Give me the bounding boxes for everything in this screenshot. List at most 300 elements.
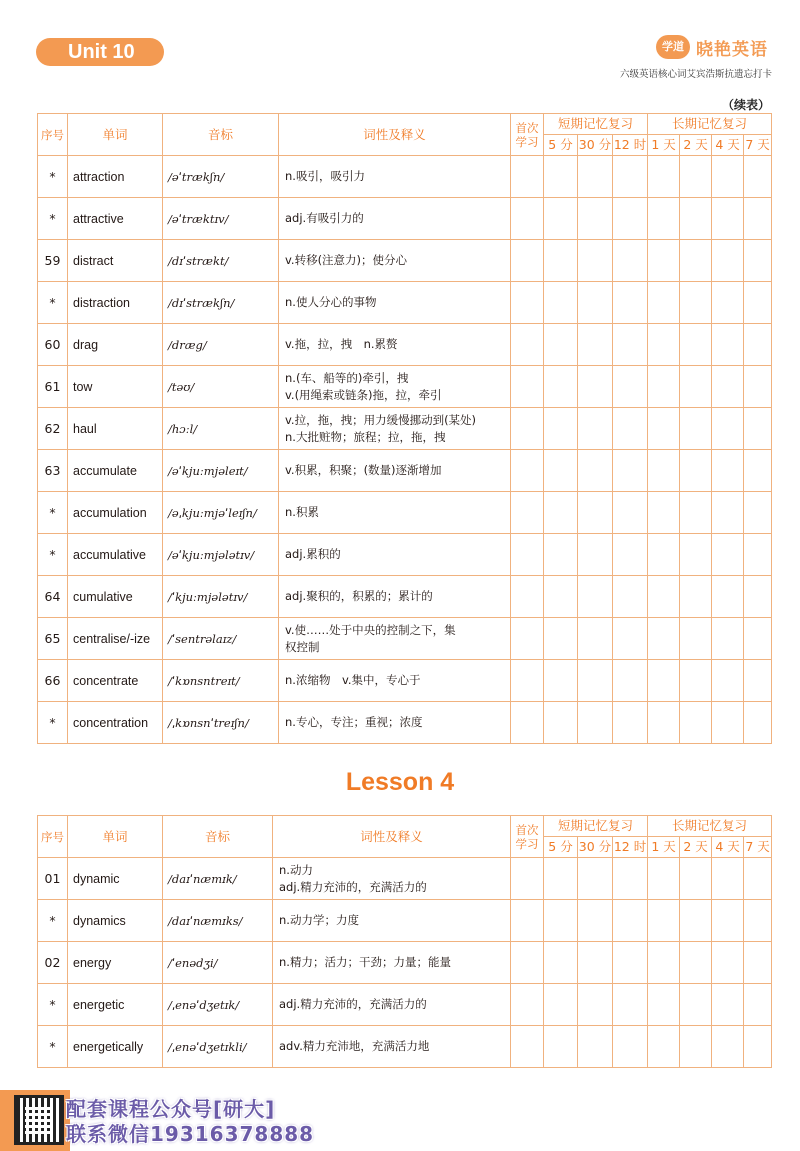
- check-2day[interactable]: [680, 942, 712, 984]
- definition-line: adj.精力充沛的，充满活力的: [279, 997, 427, 1011]
- definition: [273, 942, 511, 984]
- check-12h[interactable]: [613, 534, 648, 576]
- check-30min[interactable]: [578, 660, 613, 702]
- table-row: [38, 534, 772, 576]
- pronunciation: /ˈenədʒi/: [163, 942, 273, 984]
- definition: [279, 240, 511, 282]
- check-30min[interactable]: [578, 282, 613, 324]
- qr-code-icon: [14, 1095, 64, 1145]
- check-5min[interactable]: [544, 198, 578, 240]
- word: attractive: [68, 198, 163, 240]
- check-30min[interactable]: [578, 408, 613, 450]
- check-30min[interactable]: [578, 450, 613, 492]
- definition: [279, 198, 511, 240]
- check-30min[interactable]: [578, 240, 613, 282]
- check-12h[interactable]: [613, 576, 648, 618]
- check-1day[interactable]: [648, 282, 680, 324]
- header-first: 首次学习: [511, 114, 544, 156]
- check-7day[interactable]: [744, 660, 772, 702]
- check-30min[interactable]: [578, 900, 613, 942]
- check-30min[interactable]: [578, 576, 613, 618]
- definition-line: v.拖，拉，拽 n.累赘: [285, 337, 398, 351]
- definition-line: 权控制: [285, 639, 320, 654]
- check-4day[interactable]: [712, 366, 744, 408]
- check-7day[interactable]: [744, 702, 772, 744]
- check-first[interactable]: [511, 534, 544, 576]
- check-7day[interactable]: [744, 858, 772, 900]
- pronunciation: /ˌkɒnsnˈtreɪʃn/: [163, 702, 279, 744]
- check-first[interactable]: [511, 984, 544, 1026]
- definition: [279, 534, 511, 576]
- check-12h[interactable]: [613, 858, 648, 900]
- check-7day[interactable]: [744, 198, 772, 240]
- check-1day[interactable]: [648, 660, 680, 702]
- check-5min[interactable]: [544, 576, 578, 618]
- check-30min[interactable]: [578, 942, 613, 984]
- check-2day[interactable]: [680, 408, 712, 450]
- check-2day[interactable]: [680, 282, 712, 324]
- check-30min[interactable]: [578, 198, 613, 240]
- definition: [279, 492, 511, 534]
- check-1day[interactable]: [648, 618, 680, 660]
- row-number: 02: [38, 942, 68, 984]
- header-pron: 音标: [163, 816, 273, 858]
- check-1day[interactable]: [648, 366, 680, 408]
- header-def: 词性及释义: [273, 816, 511, 858]
- definition: [273, 900, 511, 942]
- check-7day[interactable]: [744, 1026, 772, 1068]
- check-4day[interactable]: [712, 282, 744, 324]
- definition-line: adj.有吸引力的: [285, 211, 364, 225]
- definition-line: n.积累: [285, 505, 319, 519]
- check-2day[interactable]: [680, 858, 712, 900]
- pronunciation: /əˈkjuːmjəleɪt/: [163, 450, 279, 492]
- check-4day[interactable]: [712, 1026, 744, 1068]
- table-row: [38, 198, 772, 240]
- check-1day[interactable]: [648, 984, 680, 1026]
- check-30min[interactable]: [578, 984, 613, 1026]
- table-row: [38, 156, 772, 198]
- check-12h[interactable]: [613, 240, 648, 282]
- check-first[interactable]: [511, 1026, 544, 1068]
- definition: [279, 576, 511, 618]
- check-12h[interactable]: [613, 366, 648, 408]
- definition: [279, 450, 511, 492]
- word: accumulation: [68, 492, 163, 534]
- word: concentration: [68, 702, 163, 744]
- row-number: 66: [38, 660, 68, 702]
- row-number: 62: [38, 408, 68, 450]
- check-first[interactable]: [511, 576, 544, 618]
- check-2day[interactable]: [680, 450, 712, 492]
- word: drag: [68, 324, 163, 366]
- check-7day[interactable]: [744, 576, 772, 618]
- check-4day[interactable]: [712, 942, 744, 984]
- check-1day[interactable]: [648, 240, 680, 282]
- definition-line: v.积累，积聚；(数量)逐渐增加: [285, 463, 442, 477]
- definition-line: n.使人分心的事物: [285, 295, 377, 309]
- header-4day: 4 天: [712, 135, 744, 156]
- row-number: 60: [38, 324, 68, 366]
- header-short-term: 短期记忆复习: [544, 816, 648, 837]
- pronunciation: /ˌenəˈdʒetɪkli/: [163, 1026, 273, 1068]
- table-row: [38, 1026, 772, 1068]
- word: centralise/-ize: [68, 618, 163, 660]
- table-row: [38, 858, 772, 900]
- check-4day[interactable]: [712, 984, 744, 1026]
- definition: [279, 156, 511, 198]
- header-7day: 7 天: [744, 135, 772, 156]
- header-30min: 30 分: [578, 837, 613, 858]
- check-first[interactable]: [511, 618, 544, 660]
- lesson-title: Lesson 4: [345, 768, 455, 796]
- check-2day[interactable]: [680, 324, 712, 366]
- check-12h[interactable]: [613, 198, 648, 240]
- check-4day[interactable]: [712, 324, 744, 366]
- continued-label: （续表）: [721, 98, 770, 112]
- word: energetically: [68, 1026, 163, 1068]
- header-first: 首次学习: [511, 816, 544, 858]
- brand-subtitle: 六级英语核心词艾宾浩斯抗遗忘打卡: [619, 69, 772, 80]
- check-2day[interactable]: [680, 198, 712, 240]
- check-4day[interactable]: [712, 240, 744, 282]
- definition-line: n.动力学；力度: [279, 913, 359, 927]
- word: distract: [68, 240, 163, 282]
- check-2day[interactable]: [680, 660, 712, 702]
- word: dynamic: [68, 858, 163, 900]
- check-first[interactable]: [511, 492, 544, 534]
- definition-line: v.使……处于中央的控制之下，集: [285, 622, 456, 637]
- check-2day[interactable]: [680, 1026, 712, 1068]
- check-first[interactable]: [511, 942, 544, 984]
- brand-name: 晓艳英语: [696, 39, 768, 60]
- check-12h[interactable]: [613, 492, 648, 534]
- check-12h[interactable]: [613, 408, 648, 450]
- check-2day[interactable]: [680, 366, 712, 408]
- pronunciation: /ˈkjuːmjələtɪv/: [163, 576, 279, 618]
- check-7day[interactable]: [744, 900, 772, 942]
- definition-line: v.转移(注意力)；使分心: [285, 253, 408, 267]
- word: cumulative: [68, 576, 163, 618]
- definition-line: adj.累积的: [285, 547, 341, 561]
- check-7day[interactable]: [744, 366, 772, 408]
- check-7day[interactable]: [744, 942, 772, 984]
- word: energy: [68, 942, 163, 984]
- check-first[interactable]: [511, 702, 544, 744]
- row-number: 65: [38, 618, 68, 660]
- check-7day[interactable]: [744, 240, 772, 282]
- header-5min: 5 分: [544, 135, 578, 156]
- check-5min[interactable]: [544, 324, 578, 366]
- table-row: [38, 576, 772, 618]
- pronunciation: /təʊ/: [163, 366, 279, 408]
- check-2day[interactable]: [680, 492, 712, 534]
- check-7day[interactable]: [744, 534, 772, 576]
- check-first[interactable]: [511, 324, 544, 366]
- row-number: 64: [38, 576, 68, 618]
- check-5min[interactable]: [544, 240, 578, 282]
- table-row: [38, 660, 772, 702]
- table-row: [38, 702, 772, 744]
- vocab-table-2: [37, 815, 772, 1068]
- check-1day[interactable]: [648, 156, 680, 198]
- check-2day[interactable]: [680, 900, 712, 942]
- header-12h: 12 时: [613, 837, 648, 858]
- definition-line: adj.精力充沛的，充满活力的: [279, 879, 427, 894]
- word: concentrate: [68, 660, 163, 702]
- row-number: *: [38, 156, 68, 198]
- check-7day[interactable]: [744, 492, 772, 534]
- pronunciation: /dræg/: [163, 324, 279, 366]
- unit-badge: Unit 10: [36, 38, 164, 66]
- check-5min[interactable]: [544, 450, 578, 492]
- header-5min: 5 分: [544, 837, 578, 858]
- check-5min[interactable]: [544, 534, 578, 576]
- check-1day[interactable]: [648, 198, 680, 240]
- pronunciation: /dɪˈstrækt/: [163, 240, 279, 282]
- definition: [279, 282, 511, 324]
- table-row: [38, 408, 772, 450]
- definition-line: v.拉，拖，拽；用力缓慢挪动到(某处): [285, 412, 477, 427]
- header-pron: 音标: [163, 114, 279, 156]
- check-4day[interactable]: [712, 492, 744, 534]
- definition-line: adj.聚积的，积累的；累计的: [285, 589, 433, 603]
- check-first[interactable]: [511, 282, 544, 324]
- pronunciation: /daɪˈnæmɪk/: [163, 858, 273, 900]
- header-7day: 7 天: [744, 837, 772, 858]
- check-5min[interactable]: [544, 156, 578, 198]
- pronunciation: /əˈkjuːmjələtɪv/: [163, 534, 279, 576]
- check-1day[interactable]: [648, 450, 680, 492]
- brand: [656, 34, 768, 60]
- definition-line: n.大批赃物；旅程；拉，拖，拽: [285, 429, 446, 444]
- pronunciation: /əˌkjuːmjəˈleɪʃn/: [163, 492, 279, 534]
- check-5min[interactable]: [544, 1026, 578, 1068]
- header-1day: 1 天: [648, 837, 680, 858]
- word: attraction: [68, 156, 163, 198]
- table-row: [38, 366, 772, 408]
- check-7day[interactable]: [744, 984, 772, 1026]
- check-12h[interactable]: [613, 900, 648, 942]
- check-4day[interactable]: [712, 450, 744, 492]
- word: dynamics: [68, 900, 163, 942]
- pronunciation: /hɔːl/: [163, 408, 279, 450]
- check-5min[interactable]: [544, 702, 578, 744]
- definition: [273, 858, 511, 900]
- check-4day[interactable]: [712, 198, 744, 240]
- row-number: *: [38, 1026, 68, 1068]
- header-num: 序号: [38, 816, 68, 858]
- check-5min[interactable]: [544, 984, 578, 1026]
- check-12h[interactable]: [613, 1026, 648, 1068]
- definition: [279, 366, 511, 408]
- check-12h[interactable]: [613, 282, 648, 324]
- header-word: 单词: [68, 114, 163, 156]
- check-7day[interactable]: [744, 324, 772, 366]
- table-row: [38, 942, 772, 984]
- header-long-term: 长期记忆复习: [648, 114, 772, 135]
- check-first[interactable]: [511, 408, 544, 450]
- promo-line-1: 配套课程公众号[研大]: [66, 1097, 276, 1121]
- header-12h: 12 时: [613, 135, 648, 156]
- word: haul: [68, 408, 163, 450]
- row-number: 01: [38, 858, 68, 900]
- check-1day[interactable]: [648, 408, 680, 450]
- header-30min: 30 分: [578, 135, 613, 156]
- check-5min[interactable]: [544, 858, 578, 900]
- definition-line: adv.精力充沛地，充满活力地: [279, 1039, 430, 1053]
- check-5min[interactable]: [544, 660, 578, 702]
- table-row: [38, 618, 772, 660]
- table-row: [38, 324, 772, 366]
- header-1day: 1 天: [648, 135, 680, 156]
- pronunciation: /dɪˈstrækʃn/: [163, 282, 279, 324]
- table-row: [38, 240, 772, 282]
- check-1day[interactable]: [648, 534, 680, 576]
- check-1day[interactable]: [648, 1026, 680, 1068]
- row-number: *: [38, 282, 68, 324]
- header-2day: 2 天: [680, 837, 712, 858]
- check-4day[interactable]: [712, 156, 744, 198]
- check-first[interactable]: [511, 156, 544, 198]
- check-5min[interactable]: [544, 492, 578, 534]
- check-30min[interactable]: [578, 702, 613, 744]
- check-4day[interactable]: [712, 618, 744, 660]
- word: distraction: [68, 282, 163, 324]
- check-30min[interactable]: [578, 1026, 613, 1068]
- check-2day[interactable]: [680, 240, 712, 282]
- row-number: *: [38, 984, 68, 1026]
- table-row: [38, 492, 772, 534]
- pronunciation: /əˈtræktɪv/: [163, 198, 279, 240]
- check-30min[interactable]: [578, 492, 613, 534]
- check-4day[interactable]: [712, 660, 744, 702]
- check-30min[interactable]: [578, 858, 613, 900]
- header-2day: 2 天: [680, 135, 712, 156]
- table-row: [38, 900, 772, 942]
- table-row: [38, 450, 772, 492]
- check-12h[interactable]: [613, 450, 648, 492]
- check-7day[interactable]: [744, 618, 772, 660]
- check-2day[interactable]: [680, 984, 712, 1026]
- check-30min[interactable]: [578, 366, 613, 408]
- row-number: *: [38, 492, 68, 534]
- definition: [279, 618, 511, 660]
- check-first[interactable]: [511, 858, 544, 900]
- pronunciation: /daɪˈnæmɪks/: [163, 900, 273, 942]
- check-1day[interactable]: [648, 942, 680, 984]
- header-num: 序号: [38, 114, 68, 156]
- check-30min[interactable]: [578, 156, 613, 198]
- check-5min[interactable]: [544, 282, 578, 324]
- row-number: *: [38, 534, 68, 576]
- check-2day[interactable]: [680, 534, 712, 576]
- check-first[interactable]: [511, 900, 544, 942]
- check-4day[interactable]: [712, 408, 744, 450]
- check-30min[interactable]: [578, 534, 613, 576]
- check-12h[interactable]: [613, 942, 648, 984]
- check-first[interactable]: [511, 450, 544, 492]
- check-2day[interactable]: [680, 618, 712, 660]
- check-12h[interactable]: [613, 660, 648, 702]
- check-7day[interactable]: [744, 282, 772, 324]
- check-1day[interactable]: [648, 858, 680, 900]
- word: accumulative: [68, 534, 163, 576]
- row-number: 63: [38, 450, 68, 492]
- check-4day[interactable]: [712, 576, 744, 618]
- check-5min[interactable]: [544, 366, 578, 408]
- check-7day[interactable]: [744, 408, 772, 450]
- check-12h[interactable]: [613, 156, 648, 198]
- check-12h[interactable]: [613, 702, 648, 744]
- header-short-term: 短期记忆复习: [544, 114, 648, 135]
- check-7day[interactable]: [744, 450, 772, 492]
- definition: [279, 324, 511, 366]
- row-number: *: [38, 900, 68, 942]
- definition-line: n.精力；活力；干劲；力量；能量: [279, 955, 451, 969]
- brand-logo-icon: 学道: [656, 35, 690, 59]
- row-number: 61: [38, 366, 68, 408]
- definition: [273, 1026, 511, 1068]
- check-4day[interactable]: [712, 858, 744, 900]
- check-1day[interactable]: [648, 324, 680, 366]
- check-1day[interactable]: [648, 900, 680, 942]
- check-5min[interactable]: [544, 408, 578, 450]
- check-5min[interactable]: [544, 900, 578, 942]
- check-12h[interactable]: [613, 984, 648, 1026]
- check-12h[interactable]: [613, 618, 648, 660]
- check-30min[interactable]: [578, 618, 613, 660]
- pronunciation: /ˈsentrəlaɪz/: [163, 618, 279, 660]
- row-number: *: [38, 198, 68, 240]
- check-4day[interactable]: [712, 534, 744, 576]
- check-1day[interactable]: [648, 492, 680, 534]
- definition-line: n.吸引，吸引力: [285, 169, 365, 183]
- check-first[interactable]: [511, 240, 544, 282]
- check-2day[interactable]: [680, 156, 712, 198]
- definition-line: n.专心，专注；重视；浓度: [285, 715, 423, 729]
- check-5min[interactable]: [544, 618, 578, 660]
- check-2day[interactable]: [680, 576, 712, 618]
- check-4day[interactable]: [712, 900, 744, 942]
- definition-line: n.(车、船等的)牵引，拽: [285, 370, 409, 385]
- pronunciation: /əˈtrækʃn/: [163, 156, 279, 198]
- check-first[interactable]: [511, 366, 544, 408]
- row-number: 59: [38, 240, 68, 282]
- pronunciation: /ˈkɒnsntreɪt/: [163, 660, 279, 702]
- definition: [279, 702, 511, 744]
- check-1day[interactable]: [648, 576, 680, 618]
- check-4day[interactable]: [712, 702, 744, 744]
- header-long-term: 长期记忆复习: [648, 816, 772, 837]
- check-12h[interactable]: [613, 324, 648, 366]
- definition-line: v.(用绳索或链条)拖，拉，牵引: [285, 387, 442, 402]
- word: tow: [68, 366, 163, 408]
- check-30min[interactable]: [578, 324, 613, 366]
- table-row: [38, 282, 772, 324]
- row-number: *: [38, 702, 68, 744]
- check-first[interactable]: [511, 198, 544, 240]
- definition-line: n.浓缩物 v.集中，专心于: [285, 673, 421, 687]
- pronunciation: /ˌenəˈdʒetɪk/: [163, 984, 273, 1026]
- header-4day: 4 天: [712, 837, 744, 858]
- check-5min[interactable]: [544, 942, 578, 984]
- check-first[interactable]: [511, 660, 544, 702]
- definition: [279, 660, 511, 702]
- check-7day[interactable]: [744, 156, 772, 198]
- check-2day[interactable]: [680, 702, 712, 744]
- check-1day[interactable]: [648, 702, 680, 744]
